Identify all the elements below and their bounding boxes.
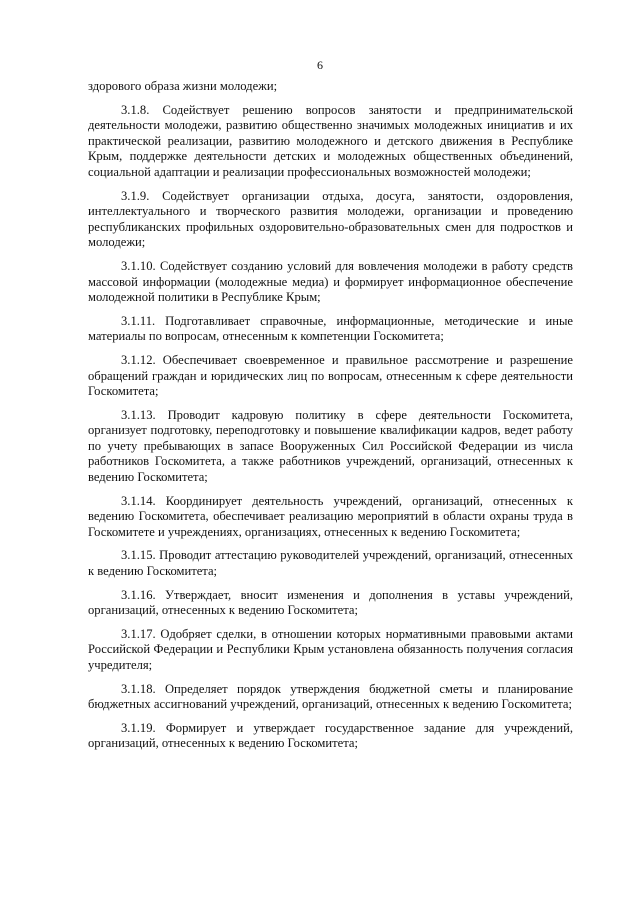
clause-paragraph: 3.1.9. Содействует организации отдыха, досуга, занятости, оздоровления, интеллектуального и творческого развития молодежи, организации и проведению республиканских профильных оздоровительно-образовательных смен для подростков и молодежи; <box>88 188 573 250</box>
clause-paragraph: 3.1.19. Формирует и утверждает государственное задание для учреждений, организаций, отнесенных к ведению Госкомитета; <box>88 720 573 751</box>
clause-paragraph: 3.1.8. Содействует решению вопросов занятости и предпринимательской деятельности молодежи, развитию общественно значимых молодежных инициатив и их практической реализации, развитию молодежного и детского движения в Республике Крым, поддержке деятельности детских и молодежных общественных объединений, социальной адаптации и реализации профессиональных возможностей молодежи; <box>88 102 573 179</box>
document-body <box>88 79 573 760</box>
continued-paragraph: здорового образа жизни молодежи; <box>88 79 278 93</box>
clause-paragraph: 3.1.14. Координирует деятельность учреждений, организаций, отнесенных к ведению Госкомитета, обеспечивает реализацию мероприятий в области охраны труда в Госкомитете и учреждениях, организациях, отнесенных к ведению Госкомитета; <box>88 493 573 539</box>
clause-paragraph: 3.1.18. Определяет порядок утверждения бюджетной сметы и планирование бюджетных ассигнований учреждений, организаций, отнесенных к ведению Госкомитета; <box>88 681 573 712</box>
page-number: 6 <box>317 58 323 72</box>
clause-paragraph: 3.1.12. Обеспечивает своевременное и правильное рассмотрение и разрешение обращений граждан и юридических лиц по вопросам, отнесенным к сфере деятельности Госкомитета; <box>88 352 573 399</box>
clause-paragraph: 3.1.11. Подготавливает справочные, информационные, методические и иные материалы по вопросам, отнесенным к компетенции Госкомитета; <box>88 313 573 344</box>
clause-paragraph: 3.1.13. Проводит кадровую политику в сфере деятельности Госкомитета, организует подготовку, переподготовку и повышение квалификации кадров, ведет работу по учету пребывающих в запасе Вооруженных Сил Российской Федерации из числа работников Госкомитета, а также работников учреждений, организаций, отнесенных к ведению Госкомитета; <box>88 407 573 485</box>
clause-paragraph: 3.1.15. Проводит аттестацию руководителей учреждений, организаций, отнесенных к ведению Госкомитета; <box>88 548 573 579</box>
clause-paragraph: 3.1.10. Содействует созданию условий для вовлечения молодежи в работу средств массовой информации (молодежные медиа) и формирует информационное обеспечение молодежной политики в Республике Крым; <box>88 258 573 305</box>
clause-paragraph: 3.1.17. Одобряет сделки, в отношении которых нормативными правовыми актами Российской Федерации и Республики Крым установлена обязанность получения согласия учредителя; <box>88 626 573 672</box>
clause-paragraph: 3.1.16. Утверждает, вносит изменения и дополнения в уставы учреждений, организаций, отнесенных к ведению Госкомитета; <box>88 587 573 618</box>
